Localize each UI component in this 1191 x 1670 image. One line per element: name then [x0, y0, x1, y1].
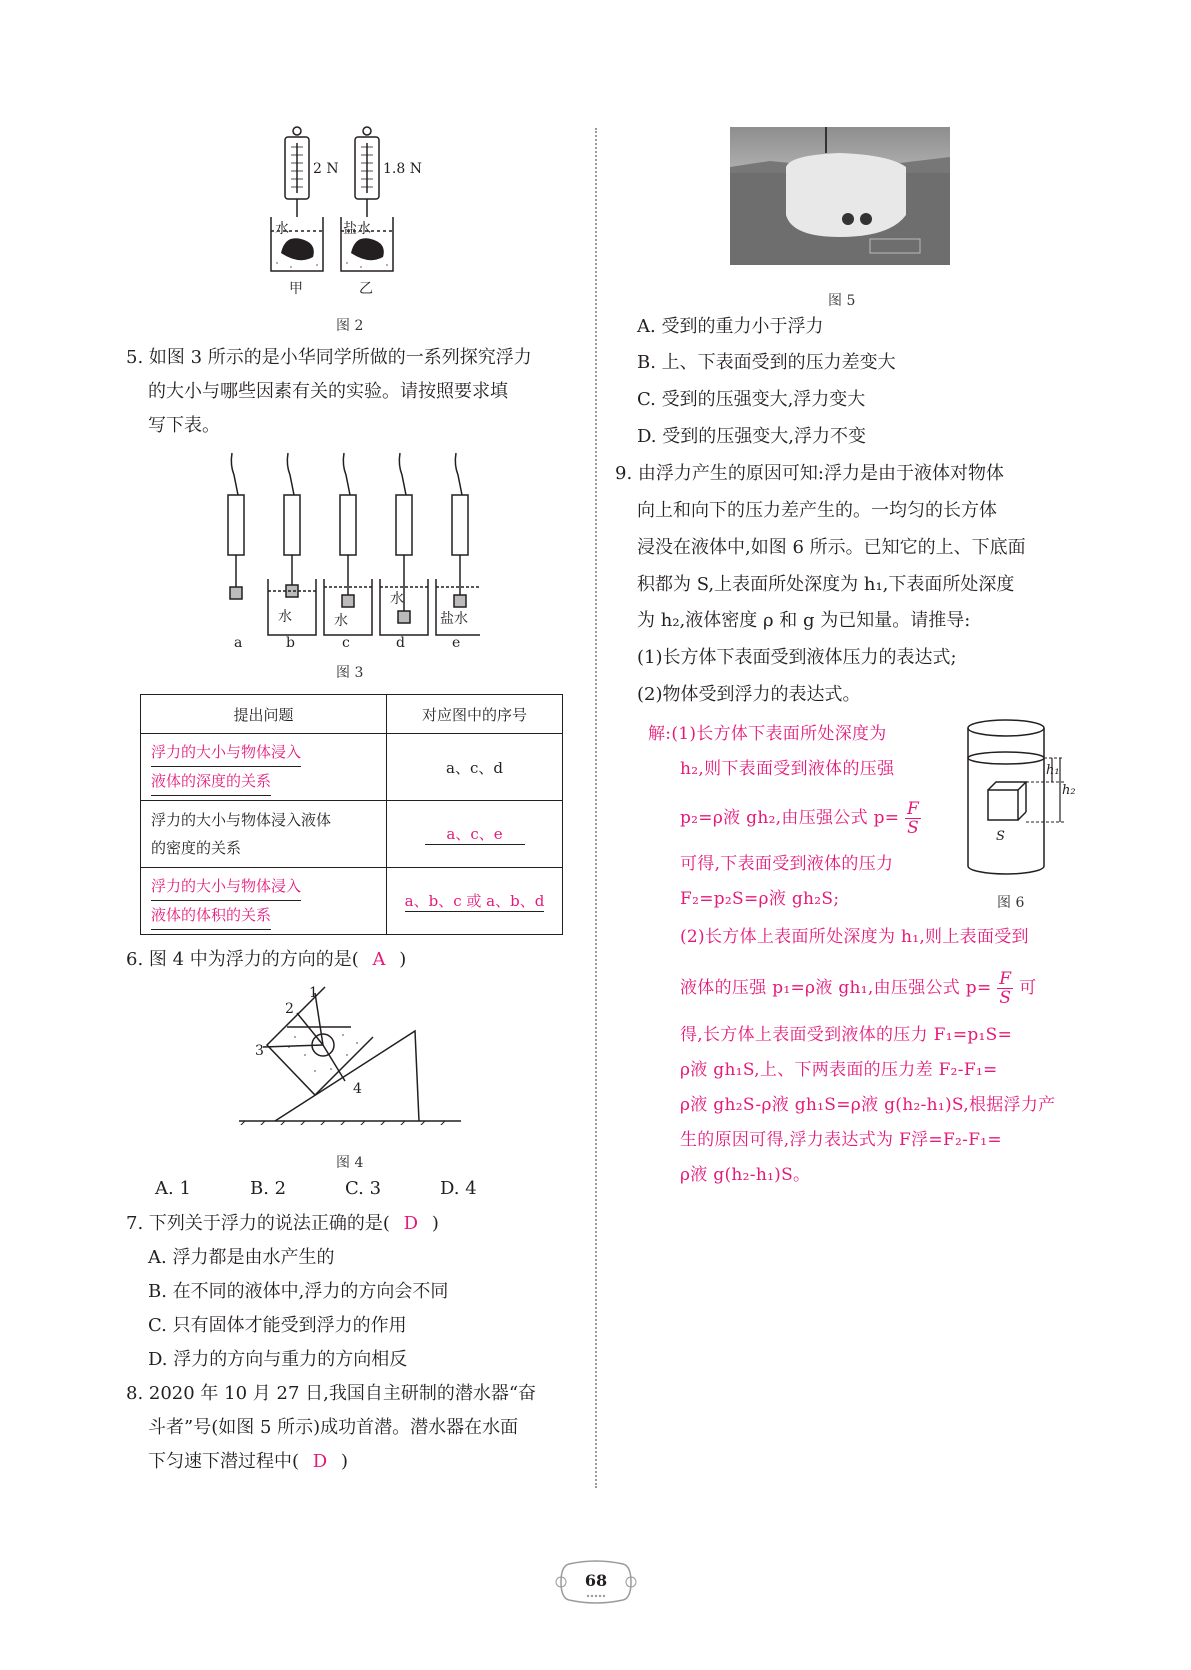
row1-question-line1: 浮力的大小与物体浸入	[151, 738, 301, 767]
fig3-label-d: d	[396, 635, 405, 651]
solution-line-8: 得,长方体上表面受到液体的压力 F₁=p₁S=	[680, 1025, 1013, 1045]
row1-answer: a、c、d	[387, 734, 563, 801]
fig2-caption: 图 2	[336, 318, 364, 334]
solution-line-7	[680, 970, 1036, 1007]
q8-line-3	[148, 1445, 348, 1479]
fraction-f-over-s	[905, 800, 921, 837]
q8-option-a: A. 受到的重力小于浮力	[637, 316, 824, 337]
row2-question-line2: 的密度的关系	[151, 839, 242, 857]
fraction-f-over-s-2	[997, 970, 1013, 1007]
fig3-caption: 图 3	[336, 665, 364, 681]
solution-line-7-text: 液体的压强 p₁=ρ液 gh₁,由压强公式 p=	[680, 978, 992, 998]
figure-4	[235, 985, 465, 1125]
q6-text: 6. 图 4 中为浮力的方向的是(	[126, 949, 359, 970]
row2-answer: a、c、e	[425, 823, 525, 845]
q9-line-4: 积都为 S,上表面所处深度为 h₁,下表面所处深度	[637, 574, 1015, 595]
q8-option-b: B. 上、下表面受到的压力差变大	[637, 352, 896, 373]
q9-line-7: (2)物体受到浮力的表达式。	[637, 684, 861, 705]
fig3-label-c: c	[342, 635, 350, 651]
figure-6	[960, 718, 1080, 893]
fraction-numerator-2: F	[999, 969, 1012, 989]
liquid-left: 水	[275, 221, 289, 237]
solution-line-10: ρ液 gh₂S-ρ液 gh₁S=ρ液 g(h₂-h₁)S,根据浮力产	[680, 1095, 1056, 1115]
column-divider	[595, 128, 597, 1488]
q8-line-3-text: 下匀速下潜过程中(	[148, 1451, 300, 1472]
q7-answer: D	[403, 1213, 419, 1234]
solution-line-4: 可得,下表面受到液体的压力	[680, 854, 894, 874]
solution-line-1: 解:(1)长方体下表面所处深度为	[648, 724, 887, 744]
q6-answer: A	[372, 949, 386, 970]
page-number-badge	[555, 1560, 637, 1604]
fig4-caption: 图 4	[336, 1155, 364, 1171]
q6-option-c: C. 3	[345, 1178, 382, 1199]
fraction-denominator-2: S	[999, 988, 1012, 1008]
fig6-caption: 图 6	[997, 895, 1025, 911]
table-header-question: 提出问题	[141, 695, 387, 734]
fig5-caption: 图 5	[828, 293, 856, 309]
fig3-label-a: a	[234, 635, 243, 651]
row3-answer: a、b、c 或 a、b、d	[404, 892, 545, 910]
row2-question-line1: 浮力的大小与物体浸入液体	[151, 811, 332, 829]
solution-line-7-tail: 可	[1019, 978, 1037, 998]
figure-3	[220, 445, 480, 655]
fig3-liquid-d: 水	[390, 591, 404, 607]
row3-question-line2: 液体的体积的关系	[151, 901, 271, 930]
fig3-label-e: e	[452, 635, 461, 651]
fig6-label-h1: h₁	[1046, 763, 1060, 778]
row3-question-line1: 浮力的大小与物体浸入	[151, 872, 301, 901]
solution-line-2: h₂,则下表面受到液体的压强	[680, 759, 895, 779]
q6-option-d: D. 4	[440, 1178, 477, 1199]
table-row	[141, 868, 563, 935]
fig3-label-b: b	[286, 635, 295, 651]
q8-option-c: C. 受到的压强变大,浮力变大	[637, 389, 866, 410]
table-row	[141, 801, 563, 868]
fig6-label-s: S	[996, 829, 1005, 844]
q7-text: 7. 下列关于浮力的说法正确的是(	[126, 1213, 390, 1234]
q9-line-1: 9. 由浮力产生的原因可知:浮力是由于液体对物体	[615, 463, 1004, 484]
row1-question-line2: 液体的深度的关系	[151, 767, 271, 796]
solution-line-9: ρ液 gh₁S,上、下两表面的压力差 F₂-F₁=	[680, 1060, 998, 1080]
table-row	[141, 734, 563, 801]
liquid-right: 盐水	[343, 221, 371, 237]
q8-close: )	[340, 1451, 348, 1472]
q5-line-3: 写下表。	[148, 415, 220, 436]
reading-right: 1.8 N	[383, 161, 422, 177]
fraction-denominator: S	[907, 818, 920, 838]
reading-left: 2 N	[313, 161, 339, 177]
table-header-figure: 对应图中的序号	[387, 695, 563, 734]
q7-option-d: D. 浮力的方向与重力的方向相反	[148, 1349, 408, 1370]
fig3-liquid-c: 水	[334, 613, 348, 629]
q9-line-5: 为 h₂,液体密度 ρ 和 g 为已知量。请推导:	[637, 610, 971, 631]
fig3-liquid-b: 水	[278, 609, 292, 625]
solution-line-11: 生的原因可得,浮力表达式为 F浮=F₂-F₁=	[680, 1130, 1002, 1150]
q9-line-2: 向上和向下的压力差产生的。一均匀的长方体	[637, 500, 997, 521]
fraction-numerator: F	[907, 799, 920, 819]
solution-line-6: (2)长方体上表面所处深度为 h₁,则上表面受到	[680, 927, 1029, 947]
figure-5-photo	[730, 127, 950, 265]
q6-stem	[126, 943, 406, 977]
q8-line-1: 8. 2020 年 10 月 27 日,我国自主研制的潜水器“奋	[126, 1383, 537, 1404]
q7-stem	[126, 1207, 439, 1241]
q7-option-c: C. 只有固体才能受到浮力的作用	[148, 1315, 407, 1336]
fig4-label-1: 1	[309, 985, 318, 1001]
q8-line-2: 斗者”号(如图 5 所示)成功首潜。潜水器在水面	[148, 1417, 519, 1438]
page-number: 68	[584, 1571, 608, 1590]
q6-close: )	[399, 949, 407, 970]
q5-line-1: 5. 如图 3 所示的是小华同学所做的一系列探究浮力	[126, 347, 532, 368]
fig4-label-3: 3	[255, 1043, 264, 1059]
label-yi: 乙	[359, 281, 373, 297]
q9-line-3: 浸没在液体中,如图 6 所示。已知它的上、下底面	[637, 537, 1026, 558]
solution-line-3-text: p₂=ρ液 gh₂,由压强公式 p=	[680, 808, 900, 828]
q5-table	[140, 694, 563, 935]
q5-line-2: 的大小与哪些因素有关的实验。请按照要求填	[148, 381, 508, 402]
q6-option-b: B. 2	[250, 1178, 287, 1199]
q9-line-6: (1)长方体下表面受到液体压力的表达式;	[637, 647, 957, 668]
q7-option-b: B. 在不同的液体中,浮力的方向会不同	[148, 1281, 449, 1302]
fig4-label-2: 2	[285, 1001, 294, 1017]
solution-line-12: ρ液 g(h₂-h₁)S。	[680, 1165, 811, 1185]
solution-line-5: F₂=p₂S=ρ液 gh₂S;	[680, 889, 840, 909]
q7-option-a: A. 浮力都是由水产生的	[148, 1247, 335, 1268]
q7-close: )	[431, 1213, 439, 1234]
solution-line-3	[680, 800, 921, 837]
figure-2	[255, 125, 455, 310]
q8-option-d: D. 受到的压强变大,浮力不变	[637, 426, 866, 447]
q6-option-a: A. 1	[155, 1178, 191, 1199]
fig3-liquid-e: 盐水	[440, 611, 468, 627]
fig6-label-h2: h₂	[1062, 783, 1076, 798]
q8-answer: D	[312, 1451, 328, 1472]
label-jia: 甲	[289, 281, 303, 297]
fig4-label-4: 4	[353, 1081, 362, 1097]
